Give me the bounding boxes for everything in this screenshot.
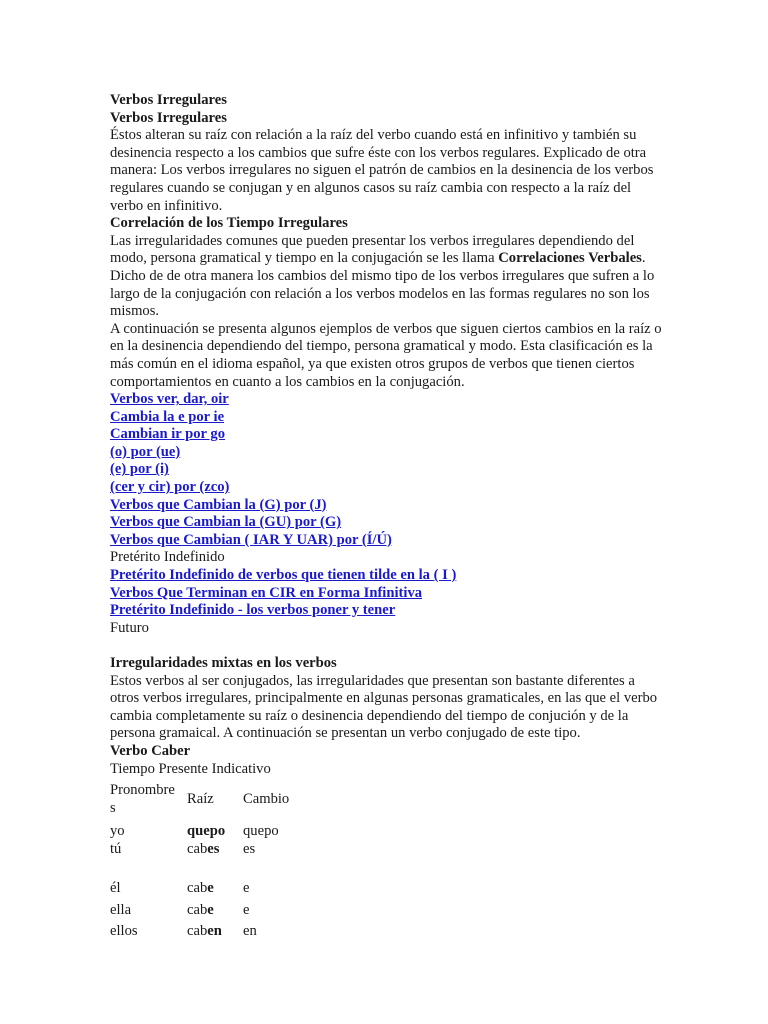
change-cell: e: [243, 880, 250, 897]
pronoun-cell: tú: [110, 840, 122, 857]
header-pronouns: Pronombres: [110, 782, 175, 816]
stem-cell: cabe: [187, 901, 214, 918]
intro-paragraph: Éstos alteran su raíz con relación a la raíz del verbo cuando está en infinitivo y también su desinencia respecto a los cambios que sufre éste con los verbos regulares. Explicado de otra manera: Los verbos irregulares no siguen el patrón de cambios en la desinencia de los verbos regulares cuando se conjugan y en algunos casos su raíz cambia con respecto a la raíz del verbo en infinitivo.: [110, 127, 654, 214]
header-change: Cambio: [243, 790, 290, 807]
pronoun-cell: yo: [110, 823, 125, 840]
table-row: [110, 817, 313, 841]
correlation-text-b: . Dicho de de otra manera los cambios del mismo tipo de los verbos irregulares que sufren a lo largo de la conjugación con relación a los verbos modelos en las formas regulares no son los mismos.: [110, 250, 655, 320]
stem-cell: cabes: [187, 840, 220, 857]
correlation-text-a: Las irregularidades comunes que pueden presentar los verbos irregulares dependiendo del modo, persona gramatical y tiempo en la conjugación se les llama: [110, 232, 635, 267]
link-preterito-tilde-i[interactable]: Pretérito Indefinido de verbos que tienen tilde en la ( I ): [110, 567, 457, 584]
table-header-row: [110, 782, 313, 817]
pronoun-cell: ella: [110, 901, 132, 918]
table-gap-row: [110, 859, 313, 877]
link-verbos-ver-dar-oir[interactable]: Verbos ver, dar, oir: [110, 391, 229, 408]
link-g-por-j[interactable]: Verbos que Cambian la (G) por (J): [110, 496, 327, 513]
section-title: Verbos Irregulares: [110, 109, 227, 126]
table-row: [110, 898, 313, 920]
header-stem: Raíz: [187, 790, 214, 807]
correlation-term: Correlaciones Verbales: [498, 250, 642, 267]
link-iar-uar[interactable]: Verbos que Cambian ( IAR Y UAR) por (Í/Ú): [110, 531, 392, 548]
document-content: [110, 92, 665, 941]
link-ir-por-go[interactable]: Cambian ir por go: [110, 426, 226, 443]
link-cer-cir-por-zco[interactable]: (cer y cir) por (zco): [110, 479, 230, 496]
mixed-paragraph: Estos verbos al ser conjugados, las irregularidades que presentan son bastante diferentes a otros verbos irregulares, principalmente en algunas personas gramaticales, en las que el verbo cambia completamente su raíz o desinencia dependiendo del tiempo de conjución y de la persona gramaical. A continuación se presentan un verbo conjugado de este tipo.: [110, 672, 658, 742]
tense-label: Tiempo Presente Indicativo: [110, 760, 271, 777]
correlation-heading: Correlación de los Tiempo Irregulares: [110, 215, 348, 232]
blank-line: [110, 637, 665, 655]
verb-heading: Verbo Caber: [110, 742, 191, 759]
continuation-paragraph: A continuación se presenta algunos ejemplos de verbos que siguen ciertos cambios en la raíz o en la desinencia dependiendo del tiempo, persona gramatical y modo. Esta clasificación es la más común en el idioma español, ya que existen otros grupos de verbos que tienen ciertos comportamientos en cuanto a los cambios en la conjugación.: [110, 320, 662, 390]
table-row: [110, 919, 313, 941]
pronoun-cell: él: [110, 880, 121, 897]
future-label: Futuro: [110, 619, 149, 636]
link-e-por-i[interactable]: (e) por (i): [110, 461, 169, 478]
mixed-heading: Irregularidades mixtas en los verbos: [110, 655, 337, 671]
stem-cell: quepo: [187, 823, 226, 840]
link-e-por-ie[interactable]: Cambia la e por ie: [110, 408, 225, 425]
pronoun-cell: ellos: [110, 923, 138, 940]
stem-cell: caben: [187, 923, 222, 940]
change-cell: e: [243, 901, 250, 918]
change-cell: es: [243, 840, 256, 857]
link-verbos-cir[interactable]: Verbos Que Terminan en CIR en Forma Infinitiva: [110, 584, 423, 601]
link-list-present: [110, 391, 665, 549]
link-gu-por-g[interactable]: Verbos que Cambian la (GU) por (G): [110, 514, 342, 531]
change-cell: en: [243, 923, 257, 940]
link-poner-tener[interactable]: Pretérito Indefinido - los verbos poner y tener: [110, 602, 396, 619]
preterite-label: Pretérito Indefinido: [110, 549, 225, 566]
page-title: Verbos Irregulares: [110, 92, 227, 108]
stem-cell: cabe: [187, 880, 214, 897]
conjugation-table: [110, 782, 313, 941]
link-o-por-ue[interactable]: (o) por (ue): [110, 443, 181, 460]
link-list-preterite: [110, 567, 665, 620]
table-row: [110, 876, 313, 898]
change-cell: quepo: [243, 823, 279, 840]
table-row: [110, 841, 313, 859]
correlation-paragraph: [110, 233, 665, 321]
